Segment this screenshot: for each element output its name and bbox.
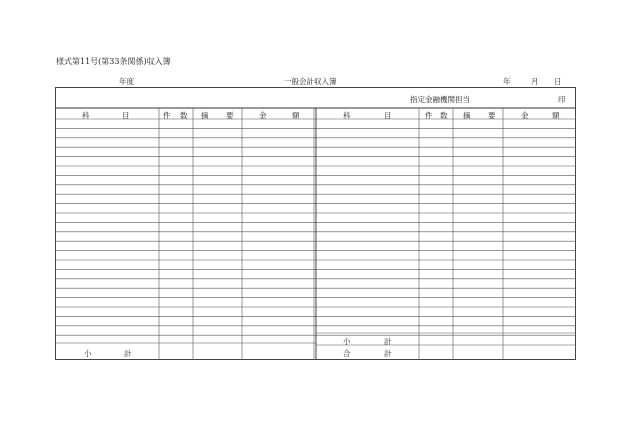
left-subtotal-label-2: 計	[124, 349, 132, 358]
right-header-amount-2: 額	[552, 111, 560, 120]
left-header-item-2: 目	[122, 111, 130, 120]
right-header-summary-1: 摘	[463, 111, 471, 120]
right-subtotal-label-2: 計	[384, 337, 392, 346]
left-subtotal-label-1: 小	[84, 349, 92, 358]
right-header-item-2: 目	[384, 111, 392, 120]
left-header-summary-2: 要	[226, 111, 234, 120]
right-header-item-1: 科	[343, 111, 351, 120]
left-header-count-1: 件	[163, 111, 171, 120]
fiscal-year-label: 年度	[119, 77, 134, 86]
right-total-label-2: 計	[384, 349, 392, 358]
left-header-amount-1: 金	[259, 111, 267, 120]
right-subtotal-label-1: 小	[343, 337, 351, 346]
left-header-amount-2: 額	[292, 111, 300, 120]
right-header-summary-2: 要	[488, 111, 496, 120]
bank-officer-label: 指定金融機関担当	[410, 95, 470, 104]
date-year-label: 年	[503, 77, 511, 86]
left-header-item-1: 科	[82, 111, 90, 120]
right-header-amount-1: 金	[521, 111, 529, 120]
book-title: 一般会計収入簿	[284, 77, 337, 86]
left-header-count-2: 数	[180, 111, 188, 120]
seal-label: 印	[558, 95, 566, 104]
right-header-count-2: 数	[440, 111, 448, 120]
right-total-label-1: 合	[343, 349, 351, 358]
left-header-summary-1: 摘	[201, 111, 209, 120]
right-header-count-1: 件	[425, 111, 433, 120]
date-day-label: 日	[554, 77, 562, 86]
date-month-label: 月	[531, 77, 539, 86]
form-title: 様式第11号(第33条関係)収入簿	[56, 57, 171, 66]
